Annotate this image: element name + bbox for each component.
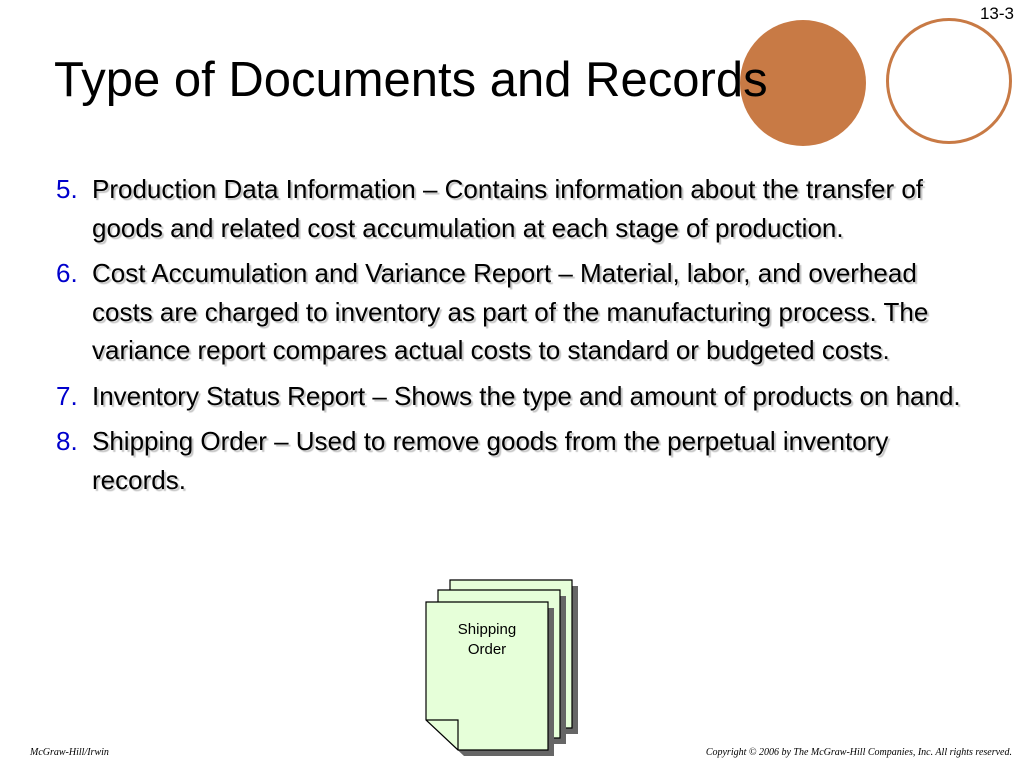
list-item-text: Production Data Information – Contains information about the transfer of goods and related cost accumulation at each stage of production.: [92, 174, 924, 243]
document-label: [426, 620, 548, 660]
decorative-circle-ring: [886, 18, 1012, 144]
list-item-8: [56, 422, 966, 499]
document-stack-icon: [420, 576, 590, 756]
list-item-text: Shipping Order – Used to remove goods from the perpetual inventory records.: [92, 426, 889, 495]
list-item-number: 5.: [56, 174, 78, 204]
footer-copyright: Copyright © 2006 by The McGraw-Hill Companies, Inc. All rights reserved.: [705, 747, 1012, 758]
list-item-number: 8.: [56, 426, 78, 456]
list-item-text: Inventory Status Report – Shows the type and amount of products on hand.: [92, 380, 961, 411]
document-page-front: [426, 602, 548, 752]
list-item-5: [56, 170, 966, 247]
document-label-line1: Shipping: [457, 621, 517, 638]
list-item-number: 7.: [56, 380, 78, 411]
footer-publisher: McGraw-Hill/Irwin: [30, 747, 109, 758]
list-item-text: Cost Accumulation and Variance Report – Material, labor, and overhead costs are charged to inventory as part of the manufacturing process. The variance report compares actual costs to standard or budgeted costs.: [92, 258, 929, 365]
slide-title: Type of Documents and Records: [54, 53, 768, 107]
list-item-number: 6.: [56, 258, 78, 288]
list-item-7: [56, 377, 966, 416]
list-item-6: [56, 254, 966, 370]
slide-number: 13-3: [979, 4, 1014, 23]
document-label-line2: Order: [467, 641, 507, 658]
document-list: [56, 170, 966, 506]
